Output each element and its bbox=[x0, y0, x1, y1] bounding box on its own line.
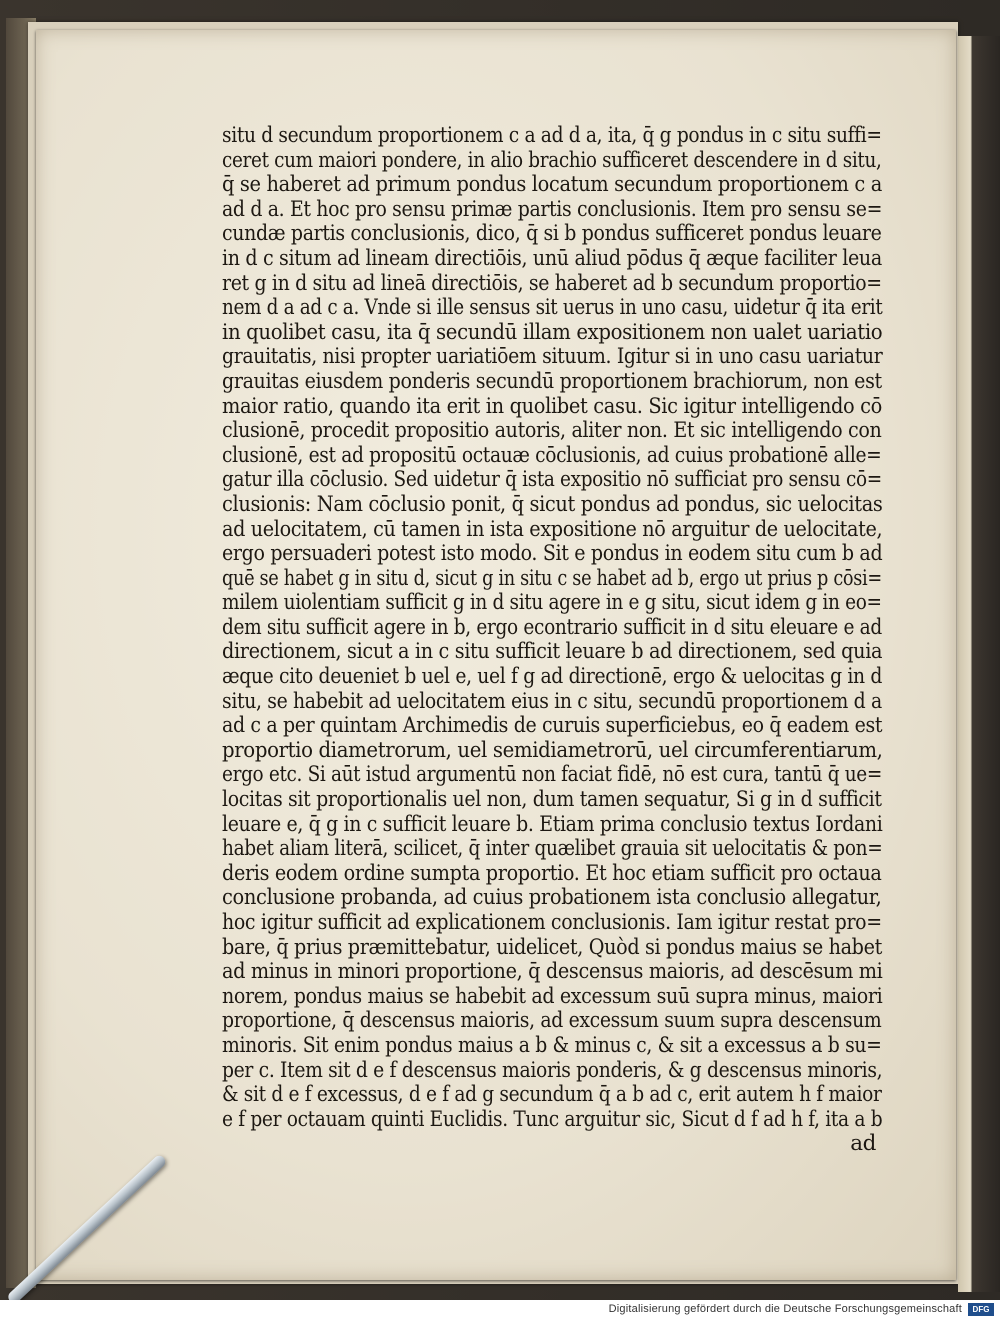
text-line: e f per octauam quinti Euclidis. Tunc arguitur sic, Sicut d f ad h f, ita a b bbox=[222, 1106, 883, 1132]
digitization-credit: Digitalisierung gefördert durch die Deutsche Forschungsgemeinschaft bbox=[608, 1303, 962, 1315]
text-line: grauitatis, nisi propter uariatiōem situum. Igitur si in uno casu uariatur bbox=[222, 344, 883, 370]
text-line: milem uiolentiam sufficit g in d situ agere in e g situ, sicut idem g in eo= bbox=[222, 590, 882, 616]
dfg-logo: DFG bbox=[968, 1303, 994, 1316]
text-line: cundæ partis conclusionis, dico, q̄ si b pondus sufficeret pondus leuare bbox=[222, 221, 882, 247]
text-line: q̄ se haberet ad primum pondus locatum secundum proportionem c a bbox=[222, 172, 882, 198]
text-line: in quolibet casu, ita q̄ secundū illam expositionem non ualet uariatio bbox=[222, 319, 883, 345]
text-line: situ, se habebit ad uelocitatem eius in c situ, secundū proportionem d a bbox=[222, 688, 882, 714]
text-line: ad c a per quintam Archimedis de curuis superficiebus, eo q̄ eadem est bbox=[222, 713, 883, 739]
text-line: grauitas eiusdem ponderis secundū proportionem brachiorum, non est bbox=[222, 368, 882, 394]
text-line: ad uelocitatem, cū tamen in ista expositione nō arguitur de uelocitate, bbox=[222, 516, 883, 542]
text-line: bare, q̄ prius præmittebatur, uidelicet, Quòd si pondus maius se habet bbox=[222, 934, 882, 960]
text-line: directionem, sicut a in c situ sufficit leuare b ad directionem, sed quia bbox=[222, 639, 883, 665]
text-line: locitas sit proportionalis uel non, dum tamen sequatur, Si g in d sufficit bbox=[222, 787, 882, 813]
text-line: deris eodem ordine sumpta proportio. Et hoc etiam sufficit pro octaua bbox=[222, 860, 882, 886]
text-line: & sit d e f excessus, d e f ad g secundum q̄ a b ad c, erit autem h f maior bbox=[222, 1082, 882, 1108]
text-line: conclusione probanda, ad cuius probationem ista conclusio allegatur, bbox=[222, 885, 882, 911]
text-line: habet aliam literā, scilicet, q̄ inter quælibet grauia sit uelocitatis & pon= bbox=[222, 836, 883, 862]
text-line: norem, pondus maius se habebit ad excessum suū supra minus, maiori bbox=[222, 983, 883, 1009]
text-line: quē se habet g in situ d, sicut g in situ c se habet ad b, ergo ut prius p cōsi= bbox=[222, 565, 882, 591]
text-line: nem d a ad c a. Vnde si ille sensus sit uerus in uno casu, uidetur q̄ ita erit bbox=[222, 295, 883, 321]
text-line: dem situ sufficit agere in b, ergo econtrario sufficit in d situ eleuare e ad bbox=[222, 614, 882, 640]
facing-page-edge bbox=[958, 36, 1000, 1292]
text-line: clusionē, est ad propositū octauæ cōclusionis, ad cuius probationē alle= bbox=[222, 442, 882, 468]
text-line: clusionis: Nam cōclusio ponit, q̄ sicut pondus ad pondus, sic uelocitas bbox=[222, 491, 883, 517]
text-line: leuare e, q̄ g in c sufficit leuare b. Etiam prima conclusio textus Iordani bbox=[222, 811, 883, 837]
text-line: maior ratio, quando ita erit in quolibet casu. Sic igitur intelligendo cō bbox=[222, 393, 883, 419]
text-line: clusionē, procedit propositio autoris, aliter non. Et sic intelligendo con bbox=[222, 418, 882, 444]
text-line: minoris. Sit enim pondus maius a b & minus c, & sit a excessus a b su= bbox=[222, 1032, 882, 1058]
footer-bar bbox=[0, 1300, 1000, 1320]
text-line: ad d a. Et hoc pro sensu primæ partis conclusionis. Item pro sensu se= bbox=[222, 196, 883, 222]
text-line: gatur illa cōclusio. Sed uidetur q̄ ista expositio nō sufficiat pro sensu cō= bbox=[222, 467, 882, 493]
text-line: hoc igitur sufficit ad explicationem conclusionis. Iam igitur restat pro= bbox=[222, 910, 882, 935]
text-line: ad minus in minori proportione, q̄ descensus maioris, ad descēsum mi bbox=[222, 959, 883, 985]
text-line: ceret cum maiori pondere, in alio brachio sufficeret descendere in d situ, bbox=[222, 147, 882, 173]
text-line: proportio diametrorum, uel semidiametrorū, uel circumferentiarum, bbox=[222, 737, 883, 763]
catchword: ad bbox=[850, 1131, 876, 1157]
text-line: situ d secundum proportionem c a ad d a, ita, q̄ g pondus in c situ suffi= bbox=[222, 123, 882, 148]
text-line: æque cito deueniet b uel e, uel f g ad directionē, ergo & uelocitas g in d bbox=[222, 664, 883, 690]
text-line: ergo persuaderi potest isto modo. Sit e pondus in eodem situ cum b ad bbox=[222, 541, 883, 567]
text-line: ret g in d situ ad lineā directiōis, se haberet ad b secundum proportio= bbox=[222, 270, 882, 296]
text-line: proportione, q̄ descensus maioris, ad excessum suum supra descensum bbox=[222, 1008, 882, 1034]
text-line: in d c situm ad lineam directiōis, unū aliud pōdus q̄ æque faciliter leua bbox=[222, 245, 882, 271]
text-line: ergo etc. Si aūt istud argumentū non faciat fidē, nō est cura, tantū q̄ ue= bbox=[222, 762, 883, 788]
text-line: per c. Item sit d e f descensus maioris ponderis, & g descensus minoris, bbox=[222, 1057, 883, 1083]
page-text bbox=[222, 124, 882, 1157]
